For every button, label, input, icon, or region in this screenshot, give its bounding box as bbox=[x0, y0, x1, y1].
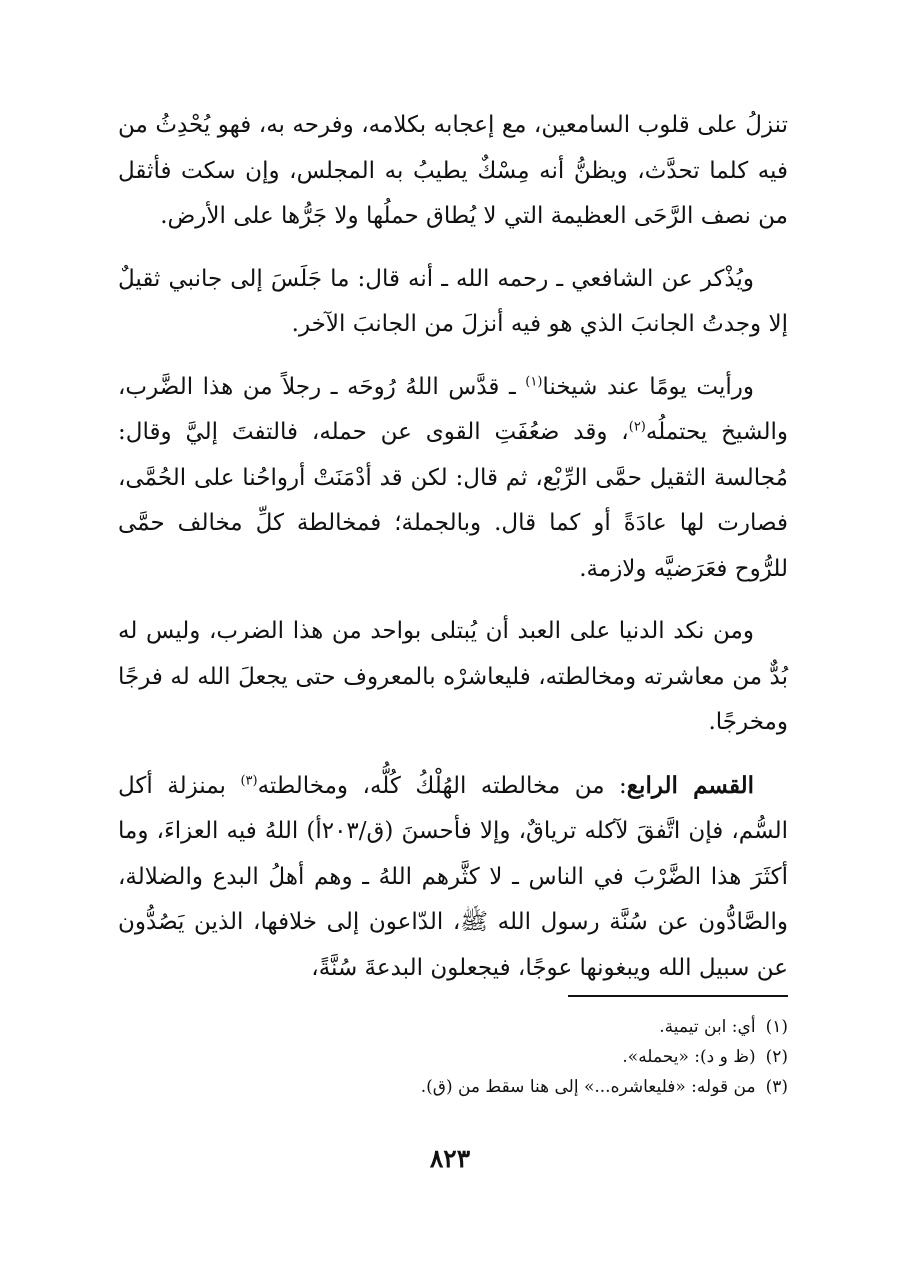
footnote-1-number: (١) bbox=[765, 1017, 788, 1037]
footnote-2-number: (٢) bbox=[765, 1047, 788, 1067]
main-text bbox=[118, 103, 788, 1008]
footnote-2 bbox=[118, 1042, 788, 1072]
paragraph-1-text: تنزلُ على قلوب السامعين، مع إعجابه بكلامه، وفرحه به، فهو يُحْدِثُ من فيه كلما تحدَّث، ويظنُّ أنه مِسْكٌ يطيبُ به المجلس، وإن سكت فأثقل من نصف الرَّحَى العظيمة التي لا يُطاق حملُها ولا جَرُّها على الأرض. bbox=[118, 112, 788, 229]
footnote-3-number: (٣) bbox=[765, 1077, 788, 1097]
section-heading-fourth-part: القسم الرابع bbox=[626, 771, 754, 799]
paragraph-2-text: ويُذْكر عن الشافعي ـ رحمه الله ـ أنه قال: ما جَلَسَ إلى جانبي ثقيلٌ إلا وجدتُ الجانبَ الذي هو فيه أنزلَ من الجانبَ الآخر. bbox=[118, 265, 788, 337]
footnote-3 bbox=[118, 1072, 788, 1102]
footnote-ref-2: (٢) bbox=[628, 419, 646, 435]
paragraph-5-text-b: بمنزلة أكل السُّم، فإن اتَّفقَ لآكله ترياقٌ، وإلا فأحسنَ (ق/٢٠٣أ) اللهُ فيه العزاءَ، وما أكثَرَ هذا الضَّرْبَ في الناس ـ لا كثَّرهم اللهُ ـ وهم أهلُ البدع والضلالة، والصَّادُّون عن سُنَّة رسول الله ﷺ، الدّاعون إلى خلافها، الذين يَصُدُّون عن سبيل الله ويبغونها عوجًا، فيجعلون البدعةَ سُنَّةً، bbox=[118, 772, 788, 981]
footnote-separator bbox=[568, 995, 788, 997]
footnote-ref-1: (١) bbox=[525, 373, 543, 389]
footnote-3-text: من قوله: «فليعاشره...» إلى هنا سقط من (ق). bbox=[420, 1077, 756, 1097]
footnote-2-text: (ظ و د): «يحمله». bbox=[622, 1047, 756, 1067]
paragraph-5-text-a: : من مخالطته الهُلْكُ كُلُّه، ومخالطته bbox=[257, 772, 627, 799]
paragraph-3-text-b: ـ قدَّس اللهُ رُوحَه ـ رجلاً من هذا الضَّرب، والشيخ يحتملُه bbox=[118, 373, 788, 445]
paragraph-2 bbox=[118, 257, 788, 348]
footnote-1-text: أي: ابن تيمية. bbox=[659, 1017, 756, 1037]
paragraph-4-text: ومن نكد الدنيا على العبد أن يُبتلى بواحد من هذا الضرب، وليس له بُدٌّ من معاشرته ومخالطته، فليعاشرْه بالمعروف حتى يجعلَ الله له فرجًا ومخرجًا. bbox=[118, 618, 788, 735]
paragraph-3-text-c: ، وقد ضعُفَتِ القوى عن حمله، فالتفتَ إليَّ وقال: مُجالسة الثقيل حمَّى الرِّبْع، ثم قال: لكن قد أدْمَنَتْ أرواحُنا على الحُمَّى، فصارت لها عادَةً أو كما قال. وبالجملة؛ فمخالطة كلِّ مخالف حمَّى للرُّوح فعَرَضيَّه ولازمة. bbox=[118, 419, 788, 582]
paragraph-1 bbox=[118, 103, 788, 240]
footnote-1 bbox=[118, 1012, 788, 1042]
footnote-ref-3: (٣) bbox=[240, 772, 258, 788]
footnotes bbox=[118, 1012, 788, 1102]
paragraph-3 bbox=[118, 365, 788, 593]
paragraph-4 bbox=[118, 609, 788, 746]
paragraph-5 bbox=[118, 763, 788, 992]
page-number: ٨٢٣ bbox=[429, 1144, 471, 1173]
paragraph-3-text-a: ورأيت يومًا عند شيخنا bbox=[542, 373, 754, 400]
